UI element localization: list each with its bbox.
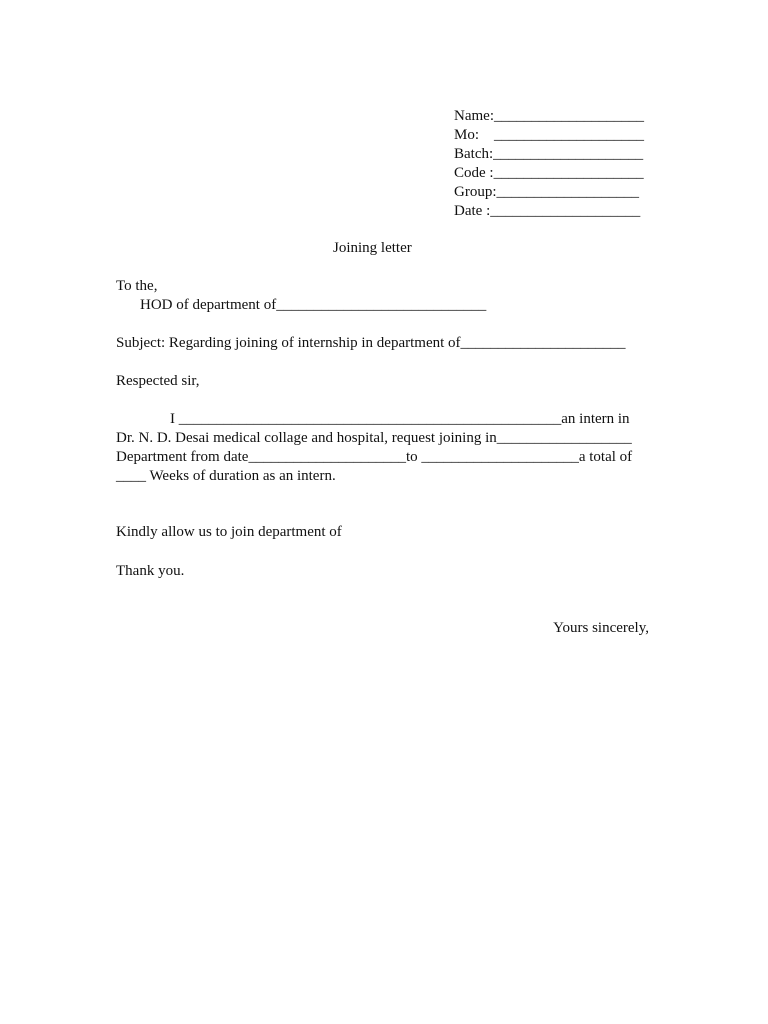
- closing-line: Yours sincerely,: [553, 620, 649, 636]
- mobile-field: Mo: ____________________: [454, 127, 645, 143]
- group-field: Group:___________________: [454, 184, 639, 200]
- request-line: Kindly allow us to join department of: [116, 524, 342, 540]
- batch-field: Batch:____________________: [454, 146, 644, 162]
- body-line: Dr. N. D. Desai medical collage and hospital, request joining in__________________: [116, 430, 632, 446]
- date-field: Date :____________________: [454, 203, 641, 219]
- body-line: I ___________________________________________________an intern in: [170, 411, 630, 427]
- salutation: Respected sir,: [116, 373, 200, 389]
- recipient-to: To the,: [116, 278, 158, 294]
- code-field: Code :____________________: [454, 165, 644, 181]
- letter-title: Joining letter: [333, 240, 412, 256]
- body-line: Department from date_____________________to _____________________a total of: [116, 449, 633, 465]
- thanks-line: Thank you.: [116, 563, 185, 579]
- subject-line: Subject: Regarding joining of internship in department of______________________: [116, 335, 626, 351]
- body-line: ____ Weeks of duration as an intern.: [116, 468, 336, 484]
- recipient-hod: HOD of department of____________________________: [140, 297, 487, 313]
- name-field: Name:____________________: [454, 108, 644, 124]
